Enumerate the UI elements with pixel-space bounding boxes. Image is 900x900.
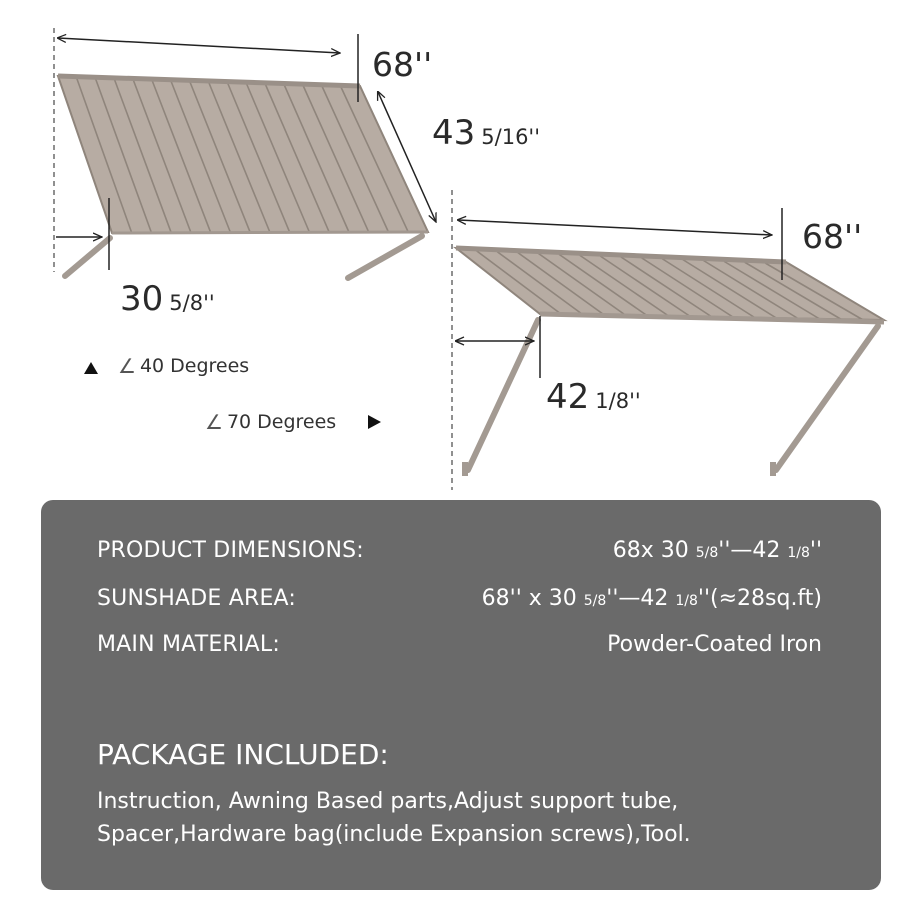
dim-label-depth-right-main: 42	[546, 377, 590, 417]
dim-label-top-width-left: 68''	[372, 45, 433, 84]
pd-a: 68x 30	[612, 538, 696, 563]
dim-label-top-width-right: 68''	[802, 217, 863, 256]
support-arm-right-1	[468, 320, 538, 470]
base-plate-right-2	[770, 462, 776, 476]
spec-label-product-dimensions: PRODUCT DIMENSIONS:	[97, 538, 364, 563]
triangle-right-icon	[368, 415, 381, 429]
pd-b: ''—42	[718, 538, 788, 563]
spec-label-sunshade-area: SUNSHADE AREA:	[97, 586, 297, 611]
package-line-2: Spacer,Hardware bag(include Expansion screws),Tool.	[97, 822, 691, 847]
dim-arrow-top-left	[58, 38, 340, 53]
angle-icon: ∠	[205, 410, 223, 434]
spec-value-main-material: Powder-Coated Iron	[607, 632, 822, 657]
dim-label-depth-right-frac: 1/8''	[595, 389, 641, 413]
angle-label-40	[118, 354, 249, 378]
support-arm-left-1	[65, 238, 110, 276]
pd-frac1: 5/8	[695, 545, 719, 561]
sa-frac1: 5/8	[583, 593, 607, 609]
sa-c: ''(≈28sq.ft)	[697, 586, 822, 611]
spec-row-sunshade-area	[97, 586, 822, 611]
angle-40-text: 40 Degrees	[139, 355, 250, 377]
sa-a: 68'' x 30	[481, 586, 584, 611]
dim-label-depth-left	[120, 279, 215, 319]
triangle-up-icon	[84, 362, 98, 374]
dim-label-slant-main: 43	[432, 113, 476, 153]
spec-value-sunshade-area	[482, 586, 822, 611]
angle-70-text: 70 Degrees	[226, 411, 337, 433]
angle-label-70	[205, 410, 336, 434]
pd-c: ''	[809, 538, 822, 563]
package-title: PACKAGE INCLUDED:	[97, 738, 389, 771]
sa-frac2: 1/8	[675, 593, 698, 609]
dim-label-depth-right	[546, 377, 641, 417]
dim-label-depth-left-main: 30	[120, 279, 164, 319]
dim-label-depth-left-frac: 5/8''	[169, 291, 215, 315]
spec-label-main-material: MAIN MATERIAL:	[97, 632, 280, 657]
angle-icon: ∠	[118, 354, 136, 378]
dim-label-slant-frac: 5/16''	[481, 125, 540, 149]
awning-front-edge-left	[112, 232, 428, 233]
package-line-1: Instruction, Awning Based parts,Adjust support tube,	[97, 789, 679, 814]
pd-frac2: 1/8	[787, 545, 810, 561]
sa-b: ''—42	[606, 586, 676, 611]
spec-row-main-material	[97, 632, 822, 657]
spec-panel	[41, 500, 881, 890]
spec-value-product-dimensions	[613, 538, 822, 563]
support-arm-left-2	[348, 236, 422, 278]
support-arm-right-2	[776, 326, 878, 470]
dim-arrow-top-right	[458, 220, 772, 235]
dim-label-slant	[432, 113, 540, 153]
spec-row-product-dimensions	[97, 538, 822, 563]
base-plate-right-1	[462, 462, 468, 476]
